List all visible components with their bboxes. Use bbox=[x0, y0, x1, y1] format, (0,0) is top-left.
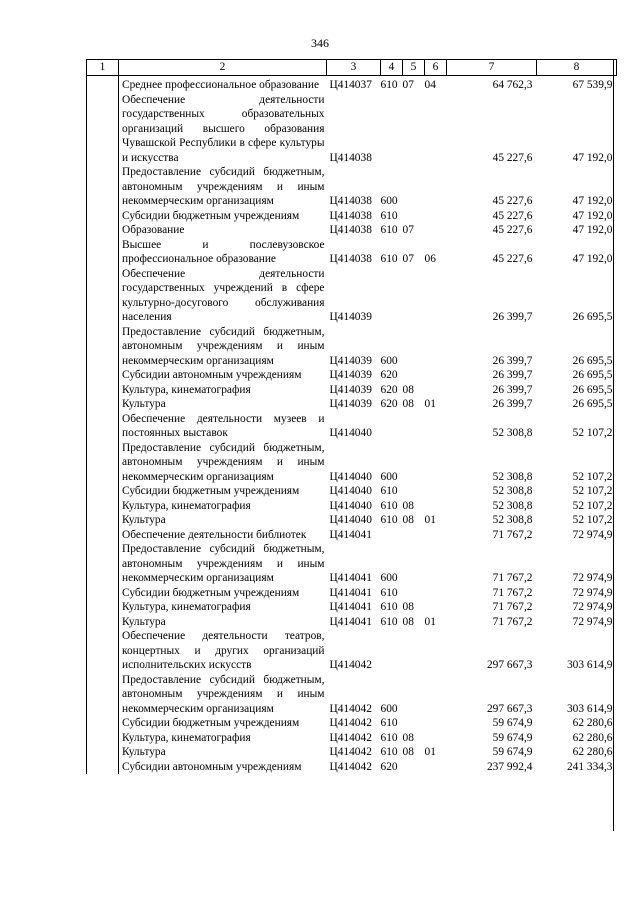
row-col-1 bbox=[87, 600, 119, 615]
row-name: Предоставление субсидий бюджетным, автономным учреждениям и иным некоммерческим организациям bbox=[122, 543, 325, 584]
row-expense-type bbox=[381, 412, 403, 441]
row-section: 08 bbox=[402, 499, 414, 512]
row-name: Культура bbox=[122, 615, 166, 628]
row-target-code: Ц414038 bbox=[329, 224, 372, 236]
row-target-code: Ц414040 bbox=[329, 485, 372, 497]
row-amount-col8: 47 192,0 bbox=[572, 224, 613, 236]
row-amount-col7: 59 674,9 bbox=[492, 717, 533, 729]
row-section bbox=[403, 267, 425, 325]
row-section: 08 bbox=[402, 514, 414, 526]
row-section bbox=[403, 412, 425, 441]
row-amount-col7: 64 762,3 bbox=[492, 79, 533, 91]
row-col-1 bbox=[87, 499, 119, 514]
row-col-1 bbox=[87, 165, 119, 209]
row-amount-col8: 72 974,9 bbox=[572, 615, 613, 628]
row-subsection bbox=[425, 93, 447, 166]
row-section bbox=[403, 586, 425, 601]
row-expense-type bbox=[381, 528, 403, 543]
row-col-1 bbox=[87, 673, 119, 717]
row-target-code: Ц414042 bbox=[329, 717, 372, 729]
row-amount-col8: 241 334,3 bbox=[566, 760, 613, 773]
row-col-1 bbox=[87, 586, 119, 601]
row-subsection bbox=[425, 586, 447, 601]
row-col-1 bbox=[87, 368, 119, 383]
row-subsection: 01 bbox=[424, 514, 436, 526]
row-name: Культура bbox=[122, 398, 166, 410]
row-expense-type bbox=[381, 629, 403, 673]
row-subsection: 06 bbox=[424, 253, 436, 265]
page-number: 346 bbox=[311, 36, 329, 50]
row-expense-type: 600 bbox=[380, 470, 398, 483]
table-row bbox=[87, 528, 617, 543]
row-amount-col7: 71 767,2 bbox=[492, 586, 533, 599]
row-subsection bbox=[425, 267, 447, 325]
table-row bbox=[87, 542, 617, 586]
row-expense-type: 620 bbox=[380, 369, 398, 381]
row-section bbox=[403, 528, 425, 543]
table-header bbox=[87, 60, 617, 76]
row-subsection bbox=[425, 165, 447, 209]
table-row bbox=[87, 600, 617, 615]
row-section: 07 bbox=[402, 224, 414, 236]
row-section bbox=[403, 484, 425, 499]
table-row bbox=[87, 209, 617, 224]
table-row bbox=[87, 223, 617, 238]
row-target-code: Ц414039 bbox=[329, 369, 372, 381]
row-subsection bbox=[425, 528, 447, 543]
row-expense-type: 610 bbox=[380, 746, 398, 758]
header-col-8: 8 bbox=[537, 60, 617, 76]
row-target-code: Ц414039 bbox=[329, 383, 372, 396]
row-subsection bbox=[425, 223, 447, 238]
row-subsection bbox=[425, 383, 447, 398]
row-expense-type: 600 bbox=[380, 702, 398, 715]
row-amount-col7: 71 767,2 bbox=[492, 601, 533, 613]
row-amount-col8: 67 539,9 bbox=[572, 79, 613, 91]
row-target-code: Ц414038 bbox=[329, 209, 372, 222]
row-amount-col8: 52 107,2 bbox=[572, 470, 613, 483]
row-subsection: 01 bbox=[424, 746, 436, 758]
row-amount-col7: 26 399,7 bbox=[492, 398, 533, 410]
table-body bbox=[87, 76, 617, 775]
row-amount-col8: 72 974,9 bbox=[572, 572, 613, 584]
row-col-1 bbox=[87, 716, 119, 731]
row-amount-col7: 71 767,2 bbox=[492, 572, 533, 584]
row-target-code: Ц414037 bbox=[329, 79, 372, 91]
row-name: Культура, кинематография bbox=[122, 731, 251, 744]
row-amount-col8: 26 695,5 bbox=[572, 311, 613, 323]
row-expense-type: 620 bbox=[380, 398, 398, 410]
table-row bbox=[87, 441, 617, 485]
row-section bbox=[403, 209, 425, 224]
row-name: Субсидии бюджетным учреждениям bbox=[122, 586, 300, 599]
row-col-1 bbox=[87, 412, 119, 441]
header-col-6: 6 bbox=[425, 60, 447, 76]
table-row bbox=[87, 513, 617, 528]
header-col-3: 3 bbox=[327, 60, 381, 76]
row-section: 08 bbox=[402, 746, 414, 758]
row-col-1 bbox=[87, 528, 119, 543]
row-col-1 bbox=[87, 325, 119, 369]
row-target-code: Ц414042 bbox=[329, 760, 372, 773]
row-amount-col8: 26 695,5 bbox=[572, 369, 613, 381]
row-col-1 bbox=[87, 484, 119, 499]
row-target-code: Ц414039 bbox=[329, 398, 372, 410]
row-name: Культура bbox=[122, 746, 166, 758]
row-col-1 bbox=[87, 267, 119, 325]
table-row bbox=[87, 397, 617, 412]
row-col-1 bbox=[87, 383, 119, 398]
row-target-code: Ц414042 bbox=[329, 746, 372, 758]
row-subsection bbox=[425, 600, 447, 615]
table-right-border bbox=[613, 59, 614, 831]
row-amount-col8: 52 107,2 bbox=[572, 427, 613, 439]
row-name: Предоставление субсидий бюджетным, автономным учреждениям и иным некоммерческим организациям bbox=[122, 673, 325, 715]
row-subsection bbox=[425, 731, 447, 746]
row-target-code: Ц414040 bbox=[329, 499, 372, 512]
row-amount-col8: 303 614,9 bbox=[566, 702, 613, 715]
row-name: Обеспечение деятельности государственных образовательных организаций высшего образования Чувашской Республики в сфере культуры и искусства bbox=[122, 93, 325, 164]
table-row bbox=[87, 745, 617, 760]
row-name: Субсидии автономным учреждениям bbox=[122, 760, 302, 773]
row-target-code: Ц414042 bbox=[329, 659, 372, 671]
row-amount-col7: 45 227,6 bbox=[492, 195, 533, 207]
row-amount-col7: 26 399,7 bbox=[492, 354, 533, 367]
row-col-1 bbox=[87, 745, 119, 760]
row-name: Обеспечение деятельности музеев и постоянных выставок bbox=[122, 412, 325, 439]
row-subsection bbox=[425, 760, 447, 775]
row-amount-col8: 26 695,5 bbox=[572, 383, 613, 396]
header-col-5: 5 bbox=[403, 60, 425, 76]
row-name: Культура, кинематография bbox=[122, 383, 251, 396]
table-row bbox=[87, 499, 617, 514]
header-col-1: 1 bbox=[87, 60, 119, 76]
row-expense-type: 610 bbox=[380, 717, 398, 729]
row-amount-col7: 52 308,8 bbox=[492, 514, 533, 526]
row-amount-col7: 52 308,8 bbox=[492, 485, 533, 497]
row-section bbox=[403, 93, 425, 166]
header-col-7: 7 bbox=[447, 60, 537, 76]
row-target-code: Ц414042 bbox=[329, 702, 372, 715]
row-name: Субсидии бюджетным учреждениям bbox=[122, 485, 300, 497]
row-subsection: 01 bbox=[424, 398, 436, 410]
row-name: Культура, кинематография bbox=[122, 601, 251, 613]
row-section bbox=[403, 165, 425, 209]
table-row bbox=[87, 484, 617, 499]
row-col-1 bbox=[87, 238, 119, 267]
row-amount-col8: 47 192,0 bbox=[572, 209, 613, 222]
row-name: Субсидии бюджетным учреждениям bbox=[122, 209, 300, 222]
row-name: Субсидии автономным учреждениям bbox=[122, 369, 302, 381]
header-col-2: 2 bbox=[119, 60, 327, 76]
row-section: 08 bbox=[402, 731, 414, 744]
row-section: 08 bbox=[402, 615, 414, 628]
row-target-code: Ц414041 bbox=[329, 528, 372, 541]
row-amount-col8: 62 280,6 bbox=[572, 717, 613, 729]
row-section bbox=[403, 441, 425, 485]
row-amount-col8: 47 192,0 bbox=[572, 151, 613, 164]
table-row bbox=[87, 76, 617, 93]
row-target-code: Ц414040 bbox=[329, 514, 372, 526]
row-col-1 bbox=[87, 760, 119, 775]
row-subsection bbox=[425, 209, 447, 224]
row-subsection bbox=[425, 629, 447, 673]
budget-table bbox=[86, 59, 617, 774]
row-subsection: 01 bbox=[424, 615, 436, 628]
header-col-4: 4 bbox=[381, 60, 403, 76]
row-col-1 bbox=[87, 209, 119, 224]
row-expense-type: 610 bbox=[380, 499, 398, 512]
row-name: Предоставление субсидий бюджетным, автономным учреждениям и иным некоммерческим организациям bbox=[122, 441, 325, 483]
row-expense-type: 600 bbox=[380, 195, 398, 207]
table-row bbox=[87, 673, 617, 717]
row-name: Обеспечение деятельности театров, концертных и других организаций исполнительских искусств bbox=[122, 630, 325, 671]
row-subsection bbox=[425, 499, 447, 514]
row-amount-col7: 45 227,6 bbox=[492, 209, 533, 222]
row-amount-col8: 52 107,2 bbox=[572, 514, 613, 526]
row-amount-col7: 45 227,6 bbox=[492, 224, 533, 236]
table-row bbox=[87, 93, 617, 166]
row-section bbox=[403, 368, 425, 383]
row-subsection bbox=[425, 325, 447, 369]
row-amount-col7: 297 667,3 bbox=[486, 702, 533, 715]
row-expense-type: 610 bbox=[380, 601, 398, 613]
row-name: Культура, кинематография bbox=[122, 499, 251, 512]
row-name: Образование bbox=[122, 224, 185, 236]
row-expense-type: 620 bbox=[380, 760, 398, 773]
row-expense-type: 600 bbox=[380, 572, 398, 584]
row-amount-col7: 237 992,4 bbox=[486, 760, 533, 773]
header-row bbox=[87, 60, 617, 76]
row-target-code: Ц414040 bbox=[329, 470, 372, 483]
row-expense-type bbox=[381, 267, 403, 325]
row-col-1 bbox=[87, 513, 119, 528]
row-amount-col8: 47 192,0 bbox=[572, 253, 613, 265]
row-amount-col8: 52 107,2 bbox=[572, 499, 613, 512]
row-subsection: 04 bbox=[424, 79, 436, 91]
row-name: Предоставление субсидий бюджетным, автономным учреждениям и иным некоммерческим организациям bbox=[122, 166, 325, 207]
row-expense-type: 610 bbox=[380, 224, 398, 236]
row-section: 08 bbox=[402, 601, 414, 613]
row-expense-type: 610 bbox=[380, 514, 398, 526]
row-subsection bbox=[425, 441, 447, 485]
row-amount-col8: 47 192,0 bbox=[572, 195, 613, 207]
row-amount-col8: 52 107,2 bbox=[572, 485, 613, 497]
row-section bbox=[403, 629, 425, 673]
row-expense-type: 620 bbox=[380, 383, 398, 396]
row-amount-col7: 59 674,9 bbox=[492, 746, 533, 758]
row-col-1 bbox=[87, 615, 119, 630]
row-col-1 bbox=[87, 93, 119, 166]
table-row bbox=[87, 731, 617, 746]
row-col-1 bbox=[87, 223, 119, 238]
row-target-code: Ц414041 bbox=[329, 572, 372, 584]
row-amount-col7: 52 308,8 bbox=[492, 470, 533, 483]
row-target-code: Ц414040 bbox=[329, 427, 372, 439]
row-subsection bbox=[425, 716, 447, 731]
table-row bbox=[87, 165, 617, 209]
row-section bbox=[403, 716, 425, 731]
table-row bbox=[87, 325, 617, 369]
row-section: 08 bbox=[402, 383, 414, 396]
row-expense-type: 610 bbox=[380, 485, 398, 497]
row-section: 07 bbox=[402, 253, 414, 265]
row-target-code: Ц414041 bbox=[329, 601, 372, 613]
table-row bbox=[87, 238, 617, 267]
row-amount-col8: 26 695,5 bbox=[572, 398, 613, 410]
table-row bbox=[87, 267, 617, 325]
table-row bbox=[87, 412, 617, 441]
row-col-1 bbox=[87, 629, 119, 673]
row-expense-type: 610 bbox=[380, 731, 398, 744]
row-amount-col7: 59 674,9 bbox=[492, 731, 533, 744]
row-expense-type: 610 bbox=[380, 209, 398, 222]
row-section bbox=[403, 673, 425, 717]
row-target-code: Ц414039 bbox=[329, 354, 372, 367]
table-row bbox=[87, 615, 617, 630]
row-section bbox=[403, 542, 425, 586]
row-expense-type: 610 bbox=[380, 253, 398, 265]
row-amount-col7: 52 308,8 bbox=[492, 499, 533, 512]
row-amount-col7: 71 767,2 bbox=[492, 615, 533, 628]
table-row bbox=[87, 368, 617, 383]
row-section bbox=[403, 760, 425, 775]
row-col-1 bbox=[87, 441, 119, 485]
row-amount-col7: 26 399,7 bbox=[492, 369, 533, 381]
row-amount-col8: 62 280,6 bbox=[572, 746, 613, 758]
row-amount-col7: 26 399,7 bbox=[492, 383, 533, 396]
row-name: Среднее профессиональное образование bbox=[122, 79, 320, 91]
row-name: Обеспечение деятельности библиотек bbox=[122, 528, 307, 541]
row-target-code: Ц414042 bbox=[329, 731, 372, 744]
table-row bbox=[87, 760, 617, 775]
row-target-code: Ц414038 bbox=[329, 253, 372, 265]
row-name: Субсидии бюджетным учреждениям bbox=[122, 717, 300, 729]
row-amount-col8: 303 614,9 bbox=[566, 659, 613, 671]
row-target-code: Ц414041 bbox=[329, 586, 372, 599]
row-amount-col8: 72 974,9 bbox=[572, 586, 613, 599]
table-row bbox=[87, 716, 617, 731]
row-col-1 bbox=[87, 76, 119, 93]
row-target-code: Ц414039 bbox=[329, 311, 372, 323]
table-row bbox=[87, 383, 617, 398]
row-expense-type bbox=[381, 93, 403, 166]
row-subsection bbox=[425, 368, 447, 383]
row-subsection bbox=[425, 542, 447, 586]
row-amount-col7: 26 399,7 bbox=[492, 311, 533, 323]
row-name: Предоставление субсидий бюджетным, автономным учреждениям и иным некоммерческим организациям bbox=[122, 325, 325, 367]
row-amount-col7: 52 308,8 bbox=[492, 427, 533, 439]
row-subsection bbox=[425, 412, 447, 441]
row-subsection bbox=[425, 673, 447, 717]
row-name: Культура bbox=[122, 514, 166, 526]
row-amount-col7: 297 667,3 bbox=[486, 659, 533, 671]
row-name: Высшее и послевузовское профессиональное образование bbox=[122, 238, 325, 265]
row-amount-col7: 71 767,2 bbox=[492, 528, 533, 541]
row-amount-col8: 26 695,5 bbox=[572, 354, 613, 367]
row-section bbox=[403, 325, 425, 369]
row-col-1 bbox=[87, 731, 119, 746]
row-amount-col8: 72 974,9 bbox=[572, 601, 613, 613]
row-expense-type: 600 bbox=[380, 354, 398, 367]
row-col-1 bbox=[87, 397, 119, 412]
row-name: Обеспечение деятельности государственных учреждений в сфере культурно-досугового обслуживания населения bbox=[122, 267, 325, 323]
row-section: 07 bbox=[402, 79, 414, 91]
row-expense-type: 610 bbox=[380, 586, 398, 599]
row-target-code: Ц414041 bbox=[329, 615, 372, 628]
row-expense-type: 610 bbox=[380, 79, 398, 91]
row-target-code: Ц414038 bbox=[329, 151, 372, 164]
row-amount-col7: 45 227,6 bbox=[492, 151, 533, 164]
row-target-code: Ц414038 bbox=[329, 195, 372, 207]
row-amount-col8: 62 280,6 bbox=[572, 731, 613, 744]
row-col-1 bbox=[87, 542, 119, 586]
row-section: 08 bbox=[402, 398, 414, 410]
row-subsection bbox=[425, 484, 447, 499]
row-amount-col7: 45 227,6 bbox=[492, 253, 533, 265]
table-row bbox=[87, 629, 617, 673]
table-row bbox=[87, 586, 617, 601]
row-expense-type: 610 bbox=[380, 615, 398, 628]
row-amount-col8: 72 974,9 bbox=[572, 528, 613, 541]
